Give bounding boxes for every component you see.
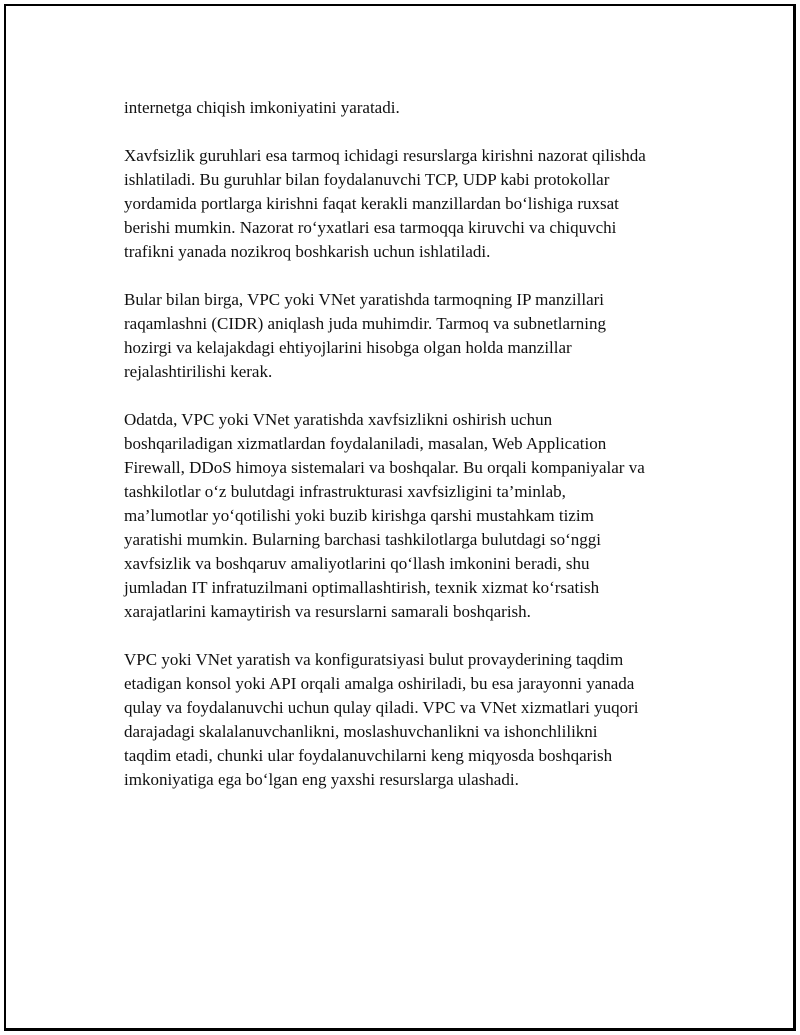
page-frame xyxy=(4,4,796,1031)
document-body xyxy=(124,96,724,816)
paragraph-3: Bular bilan birga, VPC yoki VNet yaratishda tarmoqning IP manzillari raqamlashni (CIDR) aniqlash juda muhimdir. Tarmoq va subnetlarning hozirgi va kelajakdagi ehtiyojlarini hisobga olgan holda manzillar rejalashtirilishi kerak. xyxy=(124,290,606,381)
paragraph-4: Odatda, VPC yoki VNet yaratishda xavfsizlikni oshirish uchun boshqariladigan xizmatlardan foydalaniladi, masalan, Web Application Firewall, DDoS himoya sistemalari va boshqalar. Bu orqali kompaniyalar va tashkilotlar o‘z bulutdagi infrastrukturasi xavfsizligini ta’minlab, ma’lumotlar yo‘qotilishi yoki buzib kirishga qarshi mustahkam tizim yaratishi mumkin. Bularning barchasi tashkilotlarga bulutdagi so‘nggi xavfsizlik va boshqaruv amaliyotlarini qo‘llash imkonini beradi, shu jumladan IT infratuzilmani optimallashtirish, texnik xizmat ko‘rsatish xarajatlarini kamaytirish va resurslarni samarali boshqarish. xyxy=(124,410,645,621)
paragraph-5: VPC yoki VNet yaratish va konfiguratsiyasi bulut provayderining taqdim etadigan konsol yoki API orqali amalga oshiriladi, bu esa jarayonni yanada qulay va foydalanuvchi uchun qulay qiladi. VPC va VNet xizmatlari yuqori darajadagi skalalanuvchanlikni, moslashuvchanlikni va ishonchlilikni taqdim etadi, chunki ular foydalanuvchilarni keng miqyosda boshqarish imkoniyatiga ega bo‘lgan eng yaxshi resurslarga ulashadi. xyxy=(124,650,639,789)
paragraph-1: internetga chiqish imkoniyatini yaratadi. xyxy=(124,98,400,117)
paragraph-2: Xavfsizlik guruhlari esa tarmoq ichidagi resurslarga kirishni nazorat qilishda ishlatiladi. Bu guruhlar bilan foydalanuvchi TCP, UDP kabi protokollar yordamida portlarga kirishni faqat kerakli manzillardan bo‘lishiga ruxsat berishi mumkin. Nazorat ro‘yxatlari esa tarmoqqa kiruvchi va chiquvchi trafikni yanada nozikroq boshkarish uchun ishlatiladi. xyxy=(124,146,646,261)
